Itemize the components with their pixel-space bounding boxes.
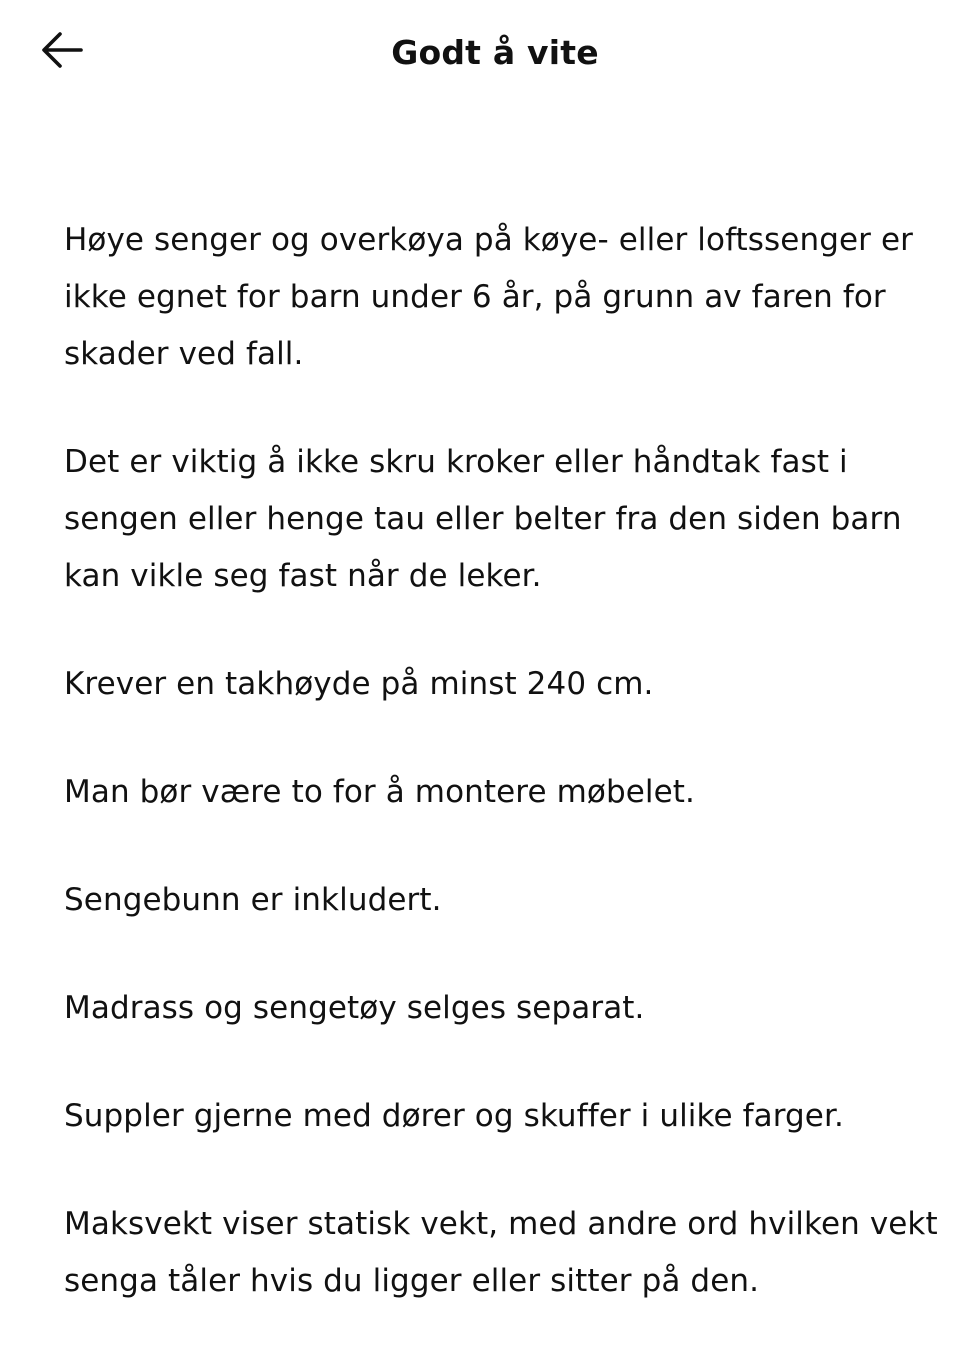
info-paragraph-doors-drawers: Suppler gjerne med dører og skuffer i ulike farger. xyxy=(64,1098,844,1134)
info-paragraph-mattress: Madrass og sengetøy selges separat. xyxy=(64,990,645,1026)
info-paragraph-assembly: Man bør være to for å montere møbelet. xyxy=(64,774,696,810)
info-paragraph-bed-base: Sengebunn er inkludert. xyxy=(64,882,442,918)
info-paragraph-max-weight: Maksvekt viser statisk vekt, med andre ord hvilken vekt senga tåler hvis du ligger eller sitter på den. xyxy=(64,1206,938,1299)
info-text-list xyxy=(64,212,944,1361)
page-title: Godt å vite xyxy=(391,33,599,72)
top-bar xyxy=(0,0,960,110)
info-paragraph-age-warning: Høye senger og overkøya på køye- eller loftssenger er ikke egnet for barn under 6 år, på grunn av faren for skader ved fall. xyxy=(64,222,913,372)
info-paragraph-hooks-warning: Det er viktig å ikke skru kroker eller håndtak fast i sengen eller henge tau eller belter fra den siden barn kan vikle seg fast når de leker. xyxy=(64,444,902,594)
info-paragraph-ceiling-height: Krever en takhøyde på minst 240 cm. xyxy=(64,666,654,702)
